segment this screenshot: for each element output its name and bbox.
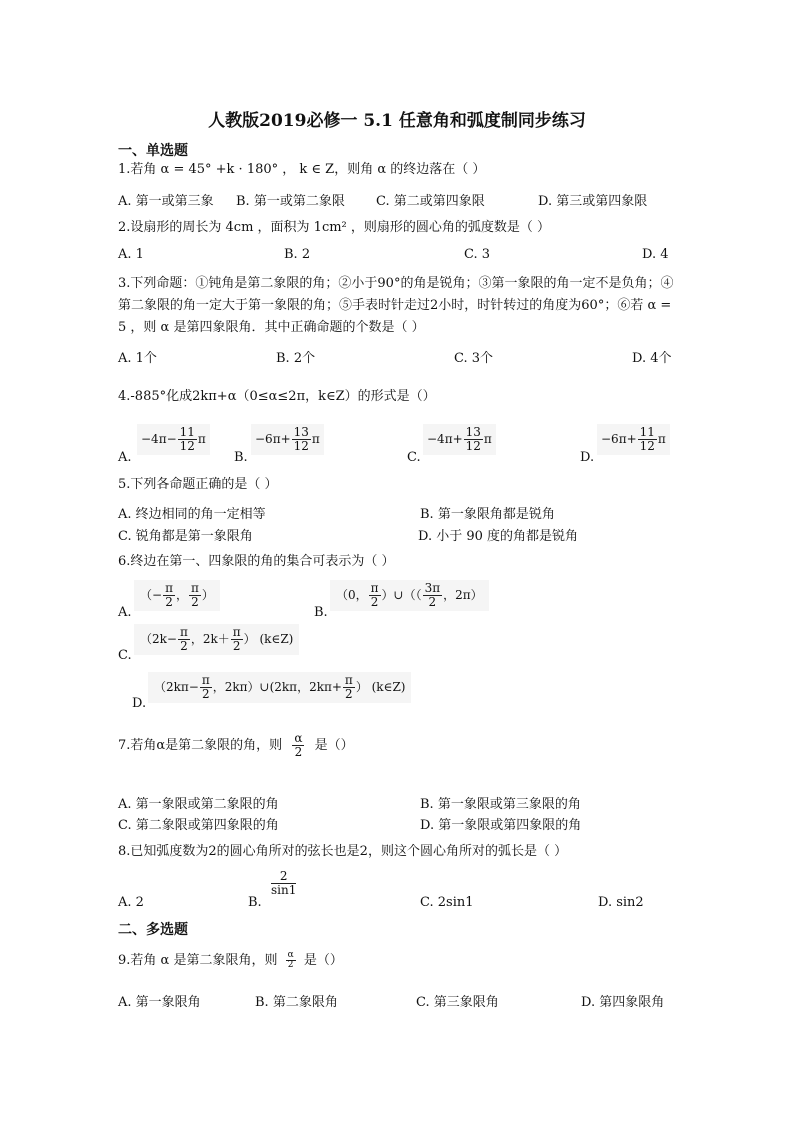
q8-option-d: D. sin2 [598, 895, 644, 910]
page-title: 人教版2019必修一 5.1 任意角和弧度制同步练习 [208, 111, 586, 131]
q3-option-c: C. 3个 [454, 351, 494, 366]
q5-option-c: C. 锐角都是第一象限角 [118, 529, 253, 544]
q6-label-d: D. [132, 696, 147, 711]
q2-option-b: B. 2 [284, 247, 311, 262]
q9-option-a: A. 第一象限角 [118, 995, 201, 1010]
question-1: 1.若角 α = 45° +k · 180° ， k ∈ Z，则角 α 的终边落在（ ） [118, 162, 486, 177]
q7-option-d: D. 第一象限或第四象限的角 [420, 818, 582, 833]
question-3: 3.下列命题：①钝角是第二象限的角；②小于90°的角是锐角；③第一象限的角一定不是负角；④第二象限的角一定大于第一象限的角；⑤手表时针走过2小时，时针转过的角度为60°；⑥若 α = 5 ，则 α 是第四象限角．其中正确命题的个数是（ ） [118, 276, 674, 335]
q4-label-a: A. [118, 450, 132, 465]
q9-option-c: C. 第三象限角 [416, 995, 499, 1010]
q6-label-a: A. [118, 605, 132, 620]
q7-option-b: B. 第一象限或第三象限的角 [420, 797, 581, 812]
q7-option-c: C. 第二象限或第四象限的角 [118, 818, 279, 833]
q1-option-c: C. 第二或第四象限 [376, 194, 485, 209]
q6-option-a-expr: （− $\frac{\pi}{2}$ ， $\frac{\pi}{2}$ ） [134, 580, 220, 611]
q4-option-c-expr: −4π+ $\frac{13}{12}$ π [423, 424, 496, 455]
q1-option-d: D. 第三或第四象限 [538, 194, 648, 209]
q8-option-b: B. [248, 895, 262, 910]
q2-option-d: D. 4 [642, 247, 669, 262]
q4-option-b-expr: −6π+ $\frac{13}{12}$ π [251, 424, 324, 455]
q5-option-a: A. 终边相同的角一定相等 [118, 507, 266, 522]
question-9: 9.若角 α 是第二象限角，则 $\frac{\alpha}{2}$ 是（） [118, 950, 343, 970]
q8-option-b-expr: $\frac{2}{\sin 1}$ [266, 868, 301, 899]
q3-option-a: A. 1个 [118, 351, 157, 366]
q4-option-a-expr: −4π− $\frac{11}{12}$ π [137, 424, 210, 455]
question-7: 7.若角α是第二象限的角，则 $\frac{\alpha}{2}$ 是（） [118, 731, 354, 759]
q4-label-d: D. [580, 450, 595, 465]
question-5: 5.下列各命题正确的是（ ） [118, 477, 278, 492]
q9-option-b: B. 第二象限角 [255, 995, 338, 1010]
q6-option-b-expr: （0， $\frac{\pi}{2}$ ）∪（（ $\frac{3\pi}{2}$ ，2π） [330, 580, 489, 611]
q6-label-c: C. [118, 648, 132, 663]
q6-label-b: B. [314, 605, 328, 620]
q4-option-d-expr: −6π+ $\frac{11}{12}$ π [597, 424, 670, 455]
q3-option-b: B. 2个 [276, 351, 316, 366]
q9-option-d: D. 第四象限角 [581, 995, 665, 1010]
question-4: 4.-885°化成2kπ+α（0≤α≤2π，k∈Z）的形式是（） [118, 389, 436, 404]
q4-label-c: C. [407, 450, 421, 465]
q3-option-d: D. 4个 [632, 351, 672, 366]
q2-option-a: A. 1 [118, 247, 144, 262]
section-multiple-choice: 二、多选题 [118, 922, 188, 938]
q1-option-b: B. 第一或第二象限 [236, 194, 345, 209]
q6-option-d-expr: （2kπ− $\frac{\pi}{2}$ ，2kπ）∪(2kπ，2kπ+ $\frac{\pi}{2}$ ） (k∈Z) [148, 672, 411, 703]
section-single-choice: 一、单选题 [118, 143, 188, 159]
q6-option-c-expr: （2k− $\frac{\pi}{2}$ ，2k＋ $\frac{\pi}{2}$ ） (k∈Z) [134, 624, 299, 655]
q5-option-b: B. 第一象限角都是锐角 [420, 507, 555, 522]
q4-label-b: B. [234, 450, 248, 465]
q7-option-a: A. 第一象限或第二象限的角 [118, 797, 279, 812]
question-6: 6.终边在第一、四象限的角的集合可表示为（ ） [118, 554, 395, 569]
q8-option-a: A. 2 [118, 895, 144, 910]
q5-option-d: D. 小于 90 度的角都是锐角 [418, 529, 579, 544]
question-8: 8.已知弧度数为2的圆心角所对的弦长也是2，则这个圆心角所对的弧长是（ ） [118, 844, 568, 859]
q8-option-c: C. 2sin1 [420, 895, 474, 910]
question-2: 2.设扇形的周长为 4cm ，面积为 1cm² ，则扇形的圆心角的弧度数是（ ） [118, 220, 551, 235]
q2-option-c: C. 3 [464, 247, 491, 262]
q1-option-a: A. 第一或第三象 [118, 194, 214, 209]
